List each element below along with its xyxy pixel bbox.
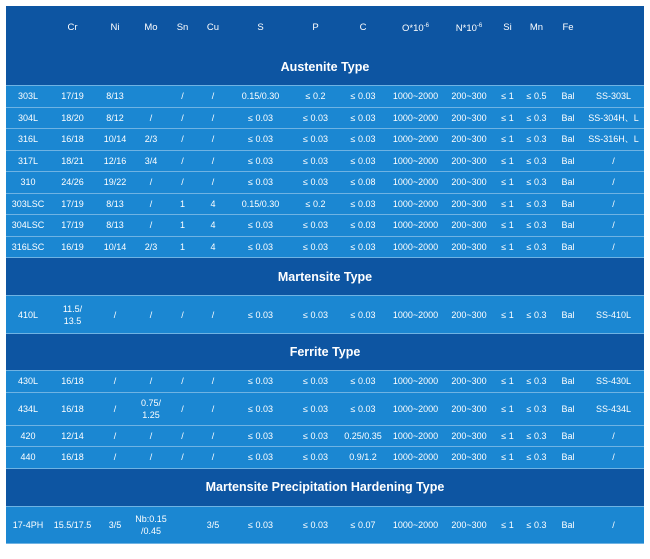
table-cell: 0.9/1.2 (349, 452, 377, 463)
table-cell: 0.75/ 1.25 (140, 397, 162, 420)
table-cell: 316LSC (11, 241, 45, 252)
table-cell: 15.5/17.5 (53, 519, 92, 530)
table-cell: 200~300 (451, 309, 487, 320)
table-cell: / (612, 519, 615, 530)
table-cell: / (211, 430, 215, 441)
table-cell: / (181, 403, 184, 414)
table-cell: 200~300 (451, 134, 487, 145)
table-cell: / (149, 452, 153, 463)
table-cell: ≤ 0.3 (526, 403, 547, 414)
table-cell: 16/18 (61, 376, 84, 387)
table-cell: / (149, 376, 153, 387)
table-cell: ≤ 0.03 (248, 177, 273, 188)
table-cell: ≤ 0.3 (526, 241, 547, 252)
table-cell: 24/26 (61, 177, 84, 188)
table-cell: ≤ 0.03 (303, 220, 328, 231)
table-cell: 12/14 (61, 430, 84, 441)
table-cell: 16/18 (61, 403, 84, 414)
table-cell: Bal (561, 134, 575, 145)
table-cell: 18/21 (61, 155, 84, 166)
table-cell: ≤ 0.3 (526, 177, 547, 188)
table-cell: ≤ 0.03 (248, 452, 273, 463)
table-cell: 420 (20, 430, 36, 441)
table-cell: 1000~2000 (392, 241, 439, 252)
table-cell: ≤ 1 (501, 220, 514, 231)
table-cell: 200~300 (451, 241, 487, 252)
table-cell: 16/18 (61, 134, 84, 145)
table-cell: ≤ 0.03 (303, 112, 328, 123)
table-cell: ≤ 0.03 (303, 155, 328, 166)
table-row (6, 151, 644, 173)
table-cell: / (149, 220, 153, 231)
table-cell: 0.25/0.35 (344, 430, 382, 441)
table-cell: 1000~2000 (392, 91, 439, 102)
table-cell: ≤ 0.07 (350, 519, 376, 530)
table-cell: 303L (17, 91, 39, 102)
table-cell: 1 (179, 220, 185, 231)
table-cell: ≤ 0.03 (303, 177, 328, 188)
table-cell: / (181, 112, 184, 123)
table-cell: SS-434L (595, 403, 632, 414)
table-cell: ≤ 0.03 (303, 403, 328, 414)
table-cell: ≤ 0.03 (248, 134, 273, 145)
table-cell: 1000~2000 (392, 376, 439, 387)
table-cell: 8/13 (106, 91, 124, 102)
table-cell: ≤ 0.03 (248, 309, 273, 320)
table-cell: SS-303L (595, 91, 632, 102)
table-cell: 17-4PH (12, 519, 44, 530)
table-cell: 16/18 (61, 452, 84, 463)
table-cell: ≤ 0.03 (350, 112, 376, 123)
table-cell: 434L (17, 403, 39, 414)
table-cell: ≤ 0.03 (303, 241, 328, 252)
table-cell: ≤ 0.3 (526, 155, 547, 166)
table-cell: ≤ 1 (501, 403, 514, 414)
section-title: Ferrite Type (6, 334, 644, 371)
table-cell: ≤ 0.03 (303, 376, 328, 387)
table-cell: ≤ 0.03 (350, 155, 376, 166)
table-cell: ≤ 1 (501, 430, 514, 441)
column-header: Cu (206, 21, 220, 33)
table-cell: 200~300 (451, 155, 487, 166)
table-cell: 17/19 (61, 91, 84, 102)
table-cell: / (181, 155, 184, 166)
table-row (6, 194, 644, 216)
section-title: Martensite Type (6, 258, 644, 296)
table-cell: ≤ 0.3 (526, 430, 547, 441)
table-cell: 200~300 (451, 91, 487, 102)
table-cell: ≤ 0.03 (350, 241, 376, 252)
table-cell: / (149, 112, 153, 123)
table-cell: / (113, 309, 117, 320)
table-cell: 1000~2000 (392, 452, 439, 463)
table-cell: 12/16 (103, 155, 127, 166)
table-cell: 200~300 (451, 519, 487, 530)
table-cell: / (612, 155, 615, 166)
table-cell: 19/22 (103, 177, 127, 188)
table-cell: SS-410L (595, 309, 632, 320)
table-cell: / (612, 198, 615, 209)
section-title: Austenite Type (6, 49, 644, 86)
table-cell: SS-430L (595, 376, 632, 387)
table-cell: Bal (561, 220, 575, 231)
table-cell: 8/13 (106, 220, 124, 231)
table-cell: / (181, 177, 184, 188)
table-row (6, 86, 644, 108)
table-cell: / (181, 91, 184, 102)
table-cell: 2/3 (144, 134, 158, 145)
table-row (6, 447, 644, 469)
table-cell: 1000~2000 (392, 177, 439, 188)
composition-table (6, 6, 644, 544)
table-cell: 200~300 (451, 198, 487, 209)
table-cell: ≤ 0.03 (248, 430, 273, 441)
table-cell: 3/4 (144, 155, 158, 166)
table-row (6, 172, 644, 194)
table-cell: / (113, 403, 117, 414)
table-cell: 1000~2000 (392, 430, 439, 441)
table-cell: 3/5 (206, 519, 220, 530)
table-cell: 8/12 (106, 112, 124, 123)
table-cell: / (113, 430, 117, 441)
table-cell: ≤ 1 (501, 376, 514, 387)
table-cell: ≤ 0.03 (350, 91, 376, 102)
table-cell: ≤ 0.03 (350, 220, 376, 231)
table-row (6, 426, 644, 448)
table-cell: ≤ 0.2 (305, 198, 326, 209)
table-cell: / (181, 134, 184, 145)
table-cell: 2/3 (144, 241, 158, 252)
column-header: $N*10^{-6}$ (455, 22, 483, 35)
table-cell: ≤ 0.03 (350, 198, 376, 209)
table-cell: / (211, 112, 215, 123)
table-cell: 1 (179, 198, 185, 209)
column-header: P (312, 21, 319, 33)
table-cell: 200~300 (451, 220, 487, 231)
column-header: Mn (529, 21, 544, 33)
table-cell: 4 (210, 241, 216, 252)
table-cell: Bal (561, 91, 575, 102)
table-cell: / (181, 452, 184, 463)
table-cell: ≤ 0.03 (350, 403, 376, 414)
table-cell: 1000~2000 (392, 155, 439, 166)
table-cell: 1000~2000 (392, 198, 439, 209)
table-cell: / (181, 430, 184, 441)
table-cell: 1 (179, 241, 185, 252)
table-cell: 0.15/0.30 (241, 198, 280, 209)
table-cell: ≤ 0.03 (303, 134, 328, 145)
table-cell: 4 (210, 198, 216, 209)
header-row (6, 6, 644, 49)
table-cell: ≤ 0.3 (526, 452, 547, 463)
table-cell: 410L (17, 309, 39, 320)
table-cell: ≤ 1 (501, 134, 514, 145)
table-row (6, 108, 644, 130)
table-cell: Bal (561, 112, 575, 123)
table-cell: ≤ 0.03 (248, 112, 273, 123)
table-cell: ≤ 1 (501, 452, 514, 463)
table-cell: ≤ 0.03 (248, 403, 273, 414)
table-cell: ≤ 1 (501, 155, 514, 166)
table-row (6, 215, 644, 237)
table-cell: ≤ 0.3 (526, 112, 547, 123)
table-cell: / (211, 376, 215, 387)
table-cell: / (181, 309, 184, 320)
table-cell: ≤ 0.03 (248, 220, 273, 231)
table-cell: Nb:0.15 /0.45 (135, 513, 167, 536)
table-cell: / (211, 309, 215, 320)
table-cell: ≤ 0.3 (526, 198, 547, 209)
table-cell: ≤ 0.3 (526, 220, 547, 231)
table-cell: / (612, 241, 615, 252)
table-cell: / (612, 430, 615, 441)
table-cell: ≤ 0.03 (303, 430, 328, 441)
table-cell: ≤ 0.08 (350, 177, 376, 188)
table-cell: ≤ 1 (501, 91, 514, 102)
table-cell: ≤ 0.03 (350, 309, 376, 320)
table-cell: ≤ 1 (501, 309, 514, 320)
table-cell: 1000~2000 (392, 220, 439, 231)
table-cell: ≤ 0.03 (248, 376, 273, 387)
table-cell: 4 (210, 220, 216, 231)
column-header: Si (503, 21, 512, 33)
table-cell: ≤ 1 (501, 519, 514, 530)
table-cell: 1000~2000 (392, 519, 439, 530)
table-cell: 304L (17, 112, 39, 123)
table-cell: 1000~2000 (392, 134, 439, 145)
table-cell: 16/19 (61, 241, 84, 252)
table-cell: ≤ 0.3 (526, 376, 547, 387)
table-cell: / (211, 134, 215, 145)
table-cell: / (612, 177, 615, 188)
table-cell: 10/14 (103, 241, 127, 252)
table-cell: ≤ 0.03 (303, 452, 328, 463)
column-header: Ni (110, 21, 120, 33)
table-cell: 0.15/0.30 (241, 91, 280, 102)
table-row (6, 371, 644, 393)
table-row (6, 393, 644, 426)
table-cell: 200~300 (451, 452, 487, 463)
table-cell: 200~300 (451, 112, 487, 123)
table-cell: 200~300 (451, 403, 487, 414)
table-cell: 1000~2000 (392, 403, 439, 414)
table-cell: 200~300 (451, 177, 487, 188)
table-cell: / (113, 452, 117, 463)
table-cell: 18/20 (61, 112, 84, 123)
table-cell: ≤ 1 (501, 177, 514, 188)
table-cell: ≤ 0.3 (526, 309, 547, 320)
table-cell: ≤ 0.03 (303, 519, 328, 530)
table-cell: / (149, 430, 153, 441)
table-cell: 17/19 (61, 198, 84, 209)
table-cell: 310 (20, 177, 36, 188)
table-cell: Bal (561, 155, 575, 166)
section-title: Martensite Precipitation Hardening Type (6, 469, 644, 507)
table-cell: ≤ 0.5 (526, 91, 547, 102)
table-cell: / (211, 403, 215, 414)
column-header: Cr (67, 21, 78, 33)
table-cell: 440 (20, 452, 36, 463)
table-cell: 430L (17, 376, 39, 387)
table-cell: / (149, 177, 153, 188)
column-header: Mo (144, 21, 158, 33)
table-cell: Bal (561, 177, 575, 188)
table-cell: ≤ 1 (501, 112, 514, 123)
table-row (6, 507, 644, 544)
table-row (6, 129, 644, 151)
table-row (6, 296, 644, 334)
table-cell: 304LSC (11, 220, 45, 231)
table-cell: 10/14 (103, 134, 127, 145)
table-cell: 17/19 (61, 220, 84, 231)
table-body (6, 49, 644, 544)
table-cell: / (612, 220, 615, 231)
table-cell: 8/13 (106, 198, 124, 209)
table-cell: / (211, 155, 215, 166)
table-cell: ≤ 0.03 (303, 309, 328, 320)
table-cell: / (181, 376, 184, 387)
table-cell: ≤ 1 (501, 198, 514, 209)
table-cell: Bal (561, 452, 575, 463)
table-cell: Bal (561, 241, 575, 252)
table-cell: ≤ 0.2 (305, 91, 326, 102)
column-header: S (257, 21, 264, 33)
table-cell: Bal (561, 430, 575, 441)
column-header: C (359, 21, 367, 33)
table-row (6, 237, 644, 259)
column-header: Fe (562, 21, 574, 33)
table-cell: Bal (561, 376, 575, 387)
table-cell: ≤ 0.03 (350, 376, 376, 387)
table-cell: / (149, 309, 153, 320)
column-header: Sn (176, 21, 189, 33)
table-cell: ≤ 0.03 (248, 241, 273, 252)
table-cell: / (211, 91, 215, 102)
table-cell: 303LSC (11, 198, 45, 209)
table-cell: Bal (561, 198, 575, 209)
table-cell: 11.5/ 13.5 (62, 303, 83, 326)
table-cell: 317L (17, 155, 39, 166)
table-cell: / (113, 376, 117, 387)
table-cell: Bal (561, 403, 575, 414)
table-cell: / (211, 452, 215, 463)
table-cell: 200~300 (451, 430, 487, 441)
column-header: $O*10^{-6}$ (402, 22, 429, 35)
table-cell: Bal (561, 519, 575, 530)
table-cell: 1000~2000 (392, 309, 439, 320)
table-cell: / (211, 177, 215, 188)
table-cell: 316L (17, 134, 39, 145)
table-cell: / (149, 198, 153, 209)
table-cell: 1000~2000 (392, 112, 439, 123)
table-cell: ≤ 0.3 (526, 519, 547, 530)
table-cell: SS-304H、L (588, 112, 639, 123)
table-cell: / (612, 452, 615, 463)
table-cell: ≤ 0.03 (248, 519, 273, 530)
table-cell: 200~300 (451, 376, 487, 387)
table-cell: ≤ 0.3 (526, 134, 547, 145)
table-cell: 3/5 (108, 519, 122, 530)
table-cell: Bal (561, 309, 575, 320)
table-cell: ≤ 1 (501, 241, 514, 252)
table-cell: ≤ 0.03 (248, 155, 273, 166)
table-cell: ≤ 0.03 (350, 134, 376, 145)
table-cell: SS-316H、L (588, 134, 639, 145)
